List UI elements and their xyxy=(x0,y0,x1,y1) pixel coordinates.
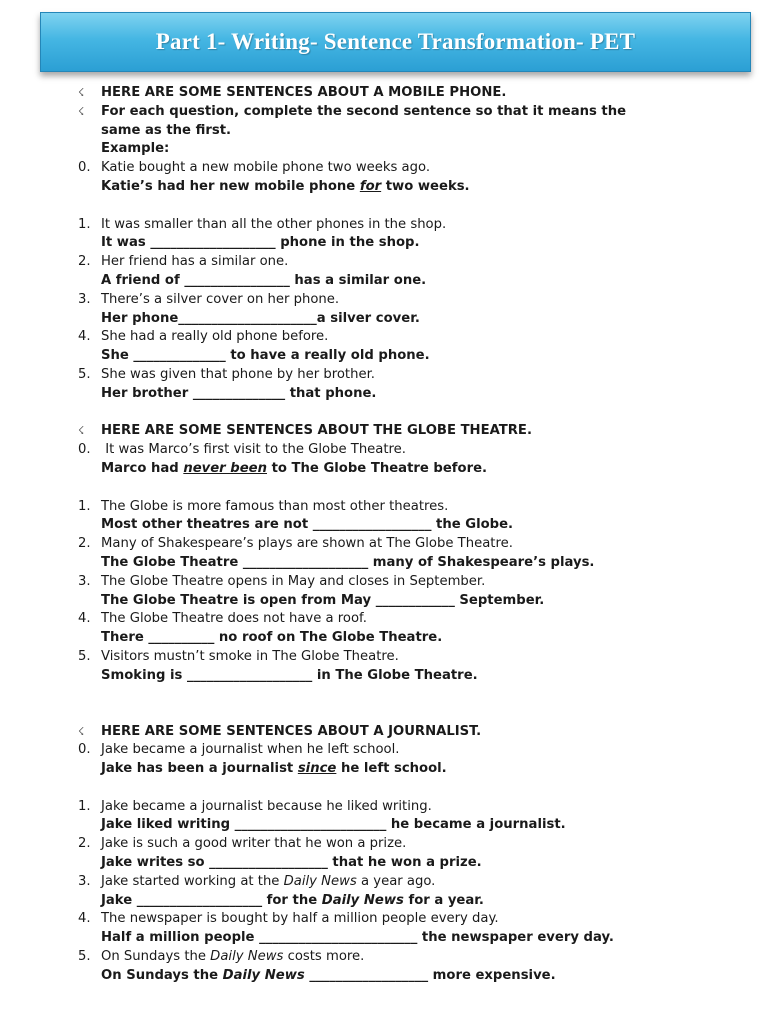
question-number: 1. xyxy=(78,216,91,232)
answer-blank[interactable]: ___________________ xyxy=(150,235,276,251)
question-second-sentence: It was ___________________ phone in the shop. xyxy=(78,234,758,253)
question-first-sentence: 5. She was given that phone by her brother. xyxy=(78,366,758,385)
question-number: 1. xyxy=(78,798,91,814)
section-heading-journalist: ☇ HERE ARE SOME SENTENCES ABOUT A JOURNALIST. xyxy=(78,723,758,742)
question-second-sentence: Jake ___________________ for the Daily News for a year. xyxy=(78,892,758,911)
question-first-sentence: 1. It was smaller than all the other phones in the shop. xyxy=(78,216,758,235)
answer-blank[interactable]: ______________ xyxy=(192,385,286,401)
question-second-sentence: She ______________ to have a really old phone. xyxy=(78,347,758,366)
example-answer: since xyxy=(297,761,337,777)
example-label: Example: xyxy=(101,141,170,157)
question-second-sentence: There __________ no roof on The Globe Theatre. xyxy=(78,629,758,648)
answer-blank[interactable]: ________________ xyxy=(184,272,290,288)
question-number: 2. xyxy=(78,254,91,270)
question-first-sentence: 4. She had a really old phone before. xyxy=(78,328,758,347)
question-second-sentence: Her brother ______________ that phone. xyxy=(78,385,758,404)
question-number: 3. xyxy=(78,873,91,889)
answer-blank[interactable]: __________________ xyxy=(209,855,328,871)
answer-blank[interactable]: __________________ xyxy=(312,517,432,533)
question-second-sentence: A friend of ________________ has a similar one. xyxy=(78,272,758,291)
bullet-icon: ☇ xyxy=(78,86,85,99)
question-second-sentence: Jake writes so __________________ that he won a prize. xyxy=(78,854,758,873)
question-number: 5. xyxy=(78,366,91,382)
question-number: 3. xyxy=(78,573,91,589)
question-number: 5. xyxy=(78,949,91,965)
section-heading-globe-theatre: ☇ HERE ARE SOME SENTENCES ABOUT THE GLOBE THEATRE. xyxy=(78,422,758,441)
answer-blank[interactable]: ____________ xyxy=(375,592,455,608)
instructions-cont: same as the first. xyxy=(101,122,232,138)
question-first-sentence: 2. Many of Shakespeare’s plays are shown at The Globe Theatre. xyxy=(78,535,758,554)
question-second-sentence: On Sundays the Daily News __________________ more expensive. xyxy=(78,967,758,986)
question-list-globe xyxy=(78,498,758,686)
question-number: 3. xyxy=(78,291,91,307)
question-number: 0. xyxy=(78,442,91,458)
title-banner xyxy=(40,12,751,72)
question-number: 2. xyxy=(78,536,91,552)
question-first-sentence: 2. Jake is such a good writer that he won a prize. xyxy=(78,835,758,854)
question-first-sentence: 1. Jake became a journalist because he liked writing. xyxy=(78,798,758,817)
answer-blank[interactable]: ___________________ xyxy=(186,667,313,683)
question-first-sentence: 3. There’s a silver cover on her phone. xyxy=(78,291,758,310)
instructions: ☇ For each question, complete the second sentence so that it means the xyxy=(78,103,758,122)
example-first-sentence: 0. Katie bought a new mobile phone two weeks ago. xyxy=(78,159,758,178)
question-second-sentence: The Globe Theatre ___________________ many of Shakespeare’s plays. xyxy=(78,554,758,573)
question-second-sentence: Jake liked writing _______________________ he became a journalist. xyxy=(78,816,758,835)
question-first-sentence: 5. Visitors mustn’t smoke in The Globe Theatre. xyxy=(78,648,758,667)
answer-blank[interactable]: ________________________ xyxy=(259,930,418,946)
question-first-sentence: 1. The Globe is more famous than most other theatres. xyxy=(78,498,758,517)
question-list-mobile xyxy=(78,216,758,404)
page-title: Part 1- Writing- Sentence Transformation- PET xyxy=(155,29,636,54)
question-first-sentence: 4. The newspaper is bought by half a million people every day. xyxy=(78,910,758,929)
answer-blank[interactable]: _______________________ xyxy=(234,817,387,833)
example-second-sentence: Katie’s had her new mobile phone for two weeks. xyxy=(78,178,758,197)
example-first-sentence: 0. It was Marco’s first visit to the Globe Theatre. xyxy=(78,441,758,460)
bullet-icon: ☇ xyxy=(78,104,85,118)
question-number: 0. xyxy=(78,160,91,176)
question-second-sentence: Most other theatres are not __________________ the Globe. xyxy=(78,516,758,535)
question-number: 4. xyxy=(78,329,91,345)
bullet-icon: ☇ xyxy=(78,424,85,438)
worksheet xyxy=(78,84,758,986)
question-second-sentence: Her phone _____________________ a silver cover. xyxy=(78,310,758,329)
question-first-sentence: 2. Her friend has a similar one. xyxy=(78,253,758,272)
question-first-sentence: 4. The Globe Theatre does not have a roof. xyxy=(78,610,758,629)
answer-blank[interactable]: __________ xyxy=(148,630,215,646)
example-second-sentence: Marco had never been to The Globe Theatre before. xyxy=(78,460,758,479)
question-number: 1. xyxy=(78,498,91,514)
question-second-sentence: Smoking is ___________________ in The Globe Theatre. xyxy=(78,667,758,686)
question-first-sentence: 3. Jake started working at the Daily News a year ago. xyxy=(78,873,758,892)
example-answer: never been xyxy=(183,460,267,476)
question-first-sentence: 5. On Sundays the Daily News costs more. xyxy=(78,948,758,967)
answer-blank[interactable]: ___________________ xyxy=(242,554,369,570)
question-first-sentence: 3. The Globe Theatre opens in May and closes in September. xyxy=(78,573,758,592)
example-first-sentence: 0. Jake became a journalist when he left school. xyxy=(78,741,758,760)
question-second-sentence: The Globe Theatre is open from May ____________ September. xyxy=(78,592,758,611)
answer-blank[interactable]: ______________ xyxy=(133,348,226,364)
question-number: 0. xyxy=(78,742,91,758)
question-number: 5. xyxy=(78,648,91,664)
question-second-sentence: Half a million people ________________________ the newspaper every day. xyxy=(78,929,758,948)
example-answer: for xyxy=(359,178,382,194)
question-number: 4. xyxy=(78,911,91,927)
question-list-journalist xyxy=(78,798,758,986)
example-second-sentence: Jake has been a journalist since he left school. xyxy=(78,760,758,779)
question-number: 2. xyxy=(78,836,91,852)
bullet-icon: ☇ xyxy=(78,724,85,738)
answer-blank[interactable]: ___________________ xyxy=(136,892,263,908)
answer-blank[interactable]: __________________ xyxy=(304,967,429,983)
answer-blank[interactable]: _____________________ xyxy=(178,310,317,326)
question-number: 4. xyxy=(78,611,91,627)
section-heading-mobile-phone: ☇ HERE ARE SOME SENTENCES ABOUT A MOBILE PHONE. xyxy=(78,84,758,103)
